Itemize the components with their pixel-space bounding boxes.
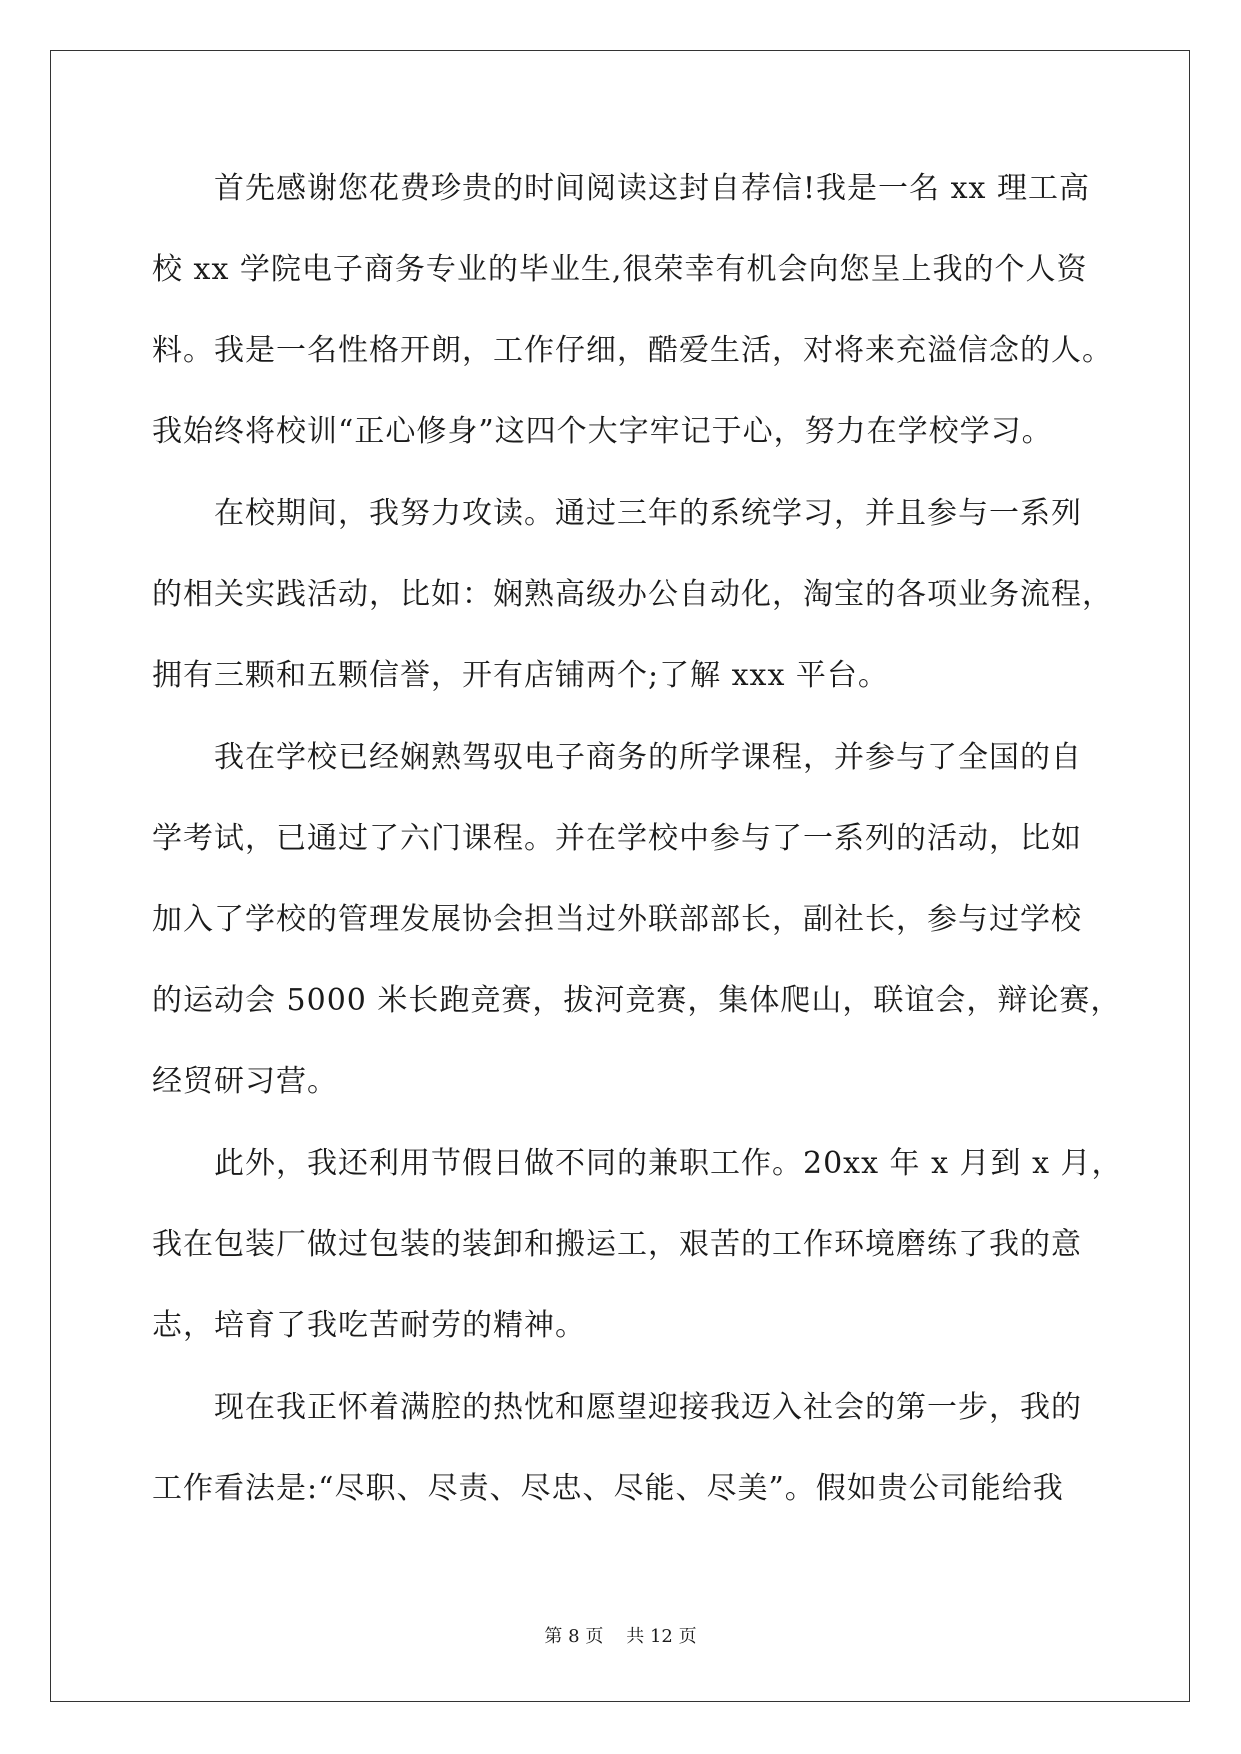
paragraph-3-line-5: 经贸研习营。 bbox=[152, 1064, 338, 1099]
paragraph-1-line-2: 校 xx 学院电子商务专业的毕业生,很荣幸有机会向您呈上我的个人资 bbox=[152, 252, 1088, 287]
page-total-label: 共 12 页 bbox=[626, 1626, 697, 1647]
paragraph-2-line-2: 的相关实践活动，比如：娴熟高级办公自动化，淘宝的各项业务流程， bbox=[152, 577, 1113, 612]
paragraph-2-line-1: 在校期间，我努力攻读。通过三年的系统学习，并且参与一系列 bbox=[214, 496, 1082, 531]
page-footer bbox=[0, 1626, 1241, 1648]
paragraph-3-line-2: 学考试，已通过了六门课程。并在学校中参与了一系列的活动，比如 bbox=[152, 821, 1082, 856]
paragraph-3-line-1: 我在学校已经娴熟驾驭电子商务的所学课程，并参与了全国的自 bbox=[214, 740, 1082, 775]
paragraph-3-line-3: 加入了学校的管理发展协会担当过外联部部长，副社长，参与过学校 bbox=[152, 902, 1082, 937]
paragraph-2-line-3: 拥有三颗和五颗信誉，开有店铺两个;了解 xxx 平台。 bbox=[152, 658, 889, 693]
paragraph-5-line-2: 工作看法是:“尽职、尽责、尽忠、尽能、尽美”。假如贵公司能给我 bbox=[152, 1471, 1064, 1506]
paragraph-1-line-1: 首先感谢您花费珍贵的时间阅读这封自荐信!我是一名 xx 理工高 bbox=[214, 171, 1090, 206]
paragraph-4-line-2: 我在包装厂做过包装的装卸和搬运工，艰苦的工作环境磨练了我的意 bbox=[152, 1227, 1082, 1262]
paragraph-3-line-4: 的运动会 5000 米长跑竞赛，拔河竞赛，集体爬山，联谊会，辩论赛， bbox=[152, 983, 1122, 1018]
paragraph-4-line-1: 此外，我还利用节假日做不同的兼职工作。20xx 年 x 月到 x 月， bbox=[214, 1146, 1123, 1181]
paragraph-1-line-4: 我始终将校训“正心修身”这四个大字牢记于心，努力在学校学习。 bbox=[152, 414, 1053, 449]
paragraph-5-line-1: 现在我正怀着满腔的热忱和愿望迎接我迈入社会的第一步，我的 bbox=[214, 1390, 1082, 1425]
paragraph-1-line-3: 料。我是一名性格开朗，工作仔细，酷爱生活，对将来充溢信念的人。 bbox=[152, 333, 1113, 368]
paragraph-4-line-3: 志，培育了我吃苦耐劳的精神。 bbox=[152, 1308, 586, 1343]
page-number-label: 第 8 页 bbox=[544, 1626, 604, 1647]
page-border bbox=[50, 50, 1190, 1702]
